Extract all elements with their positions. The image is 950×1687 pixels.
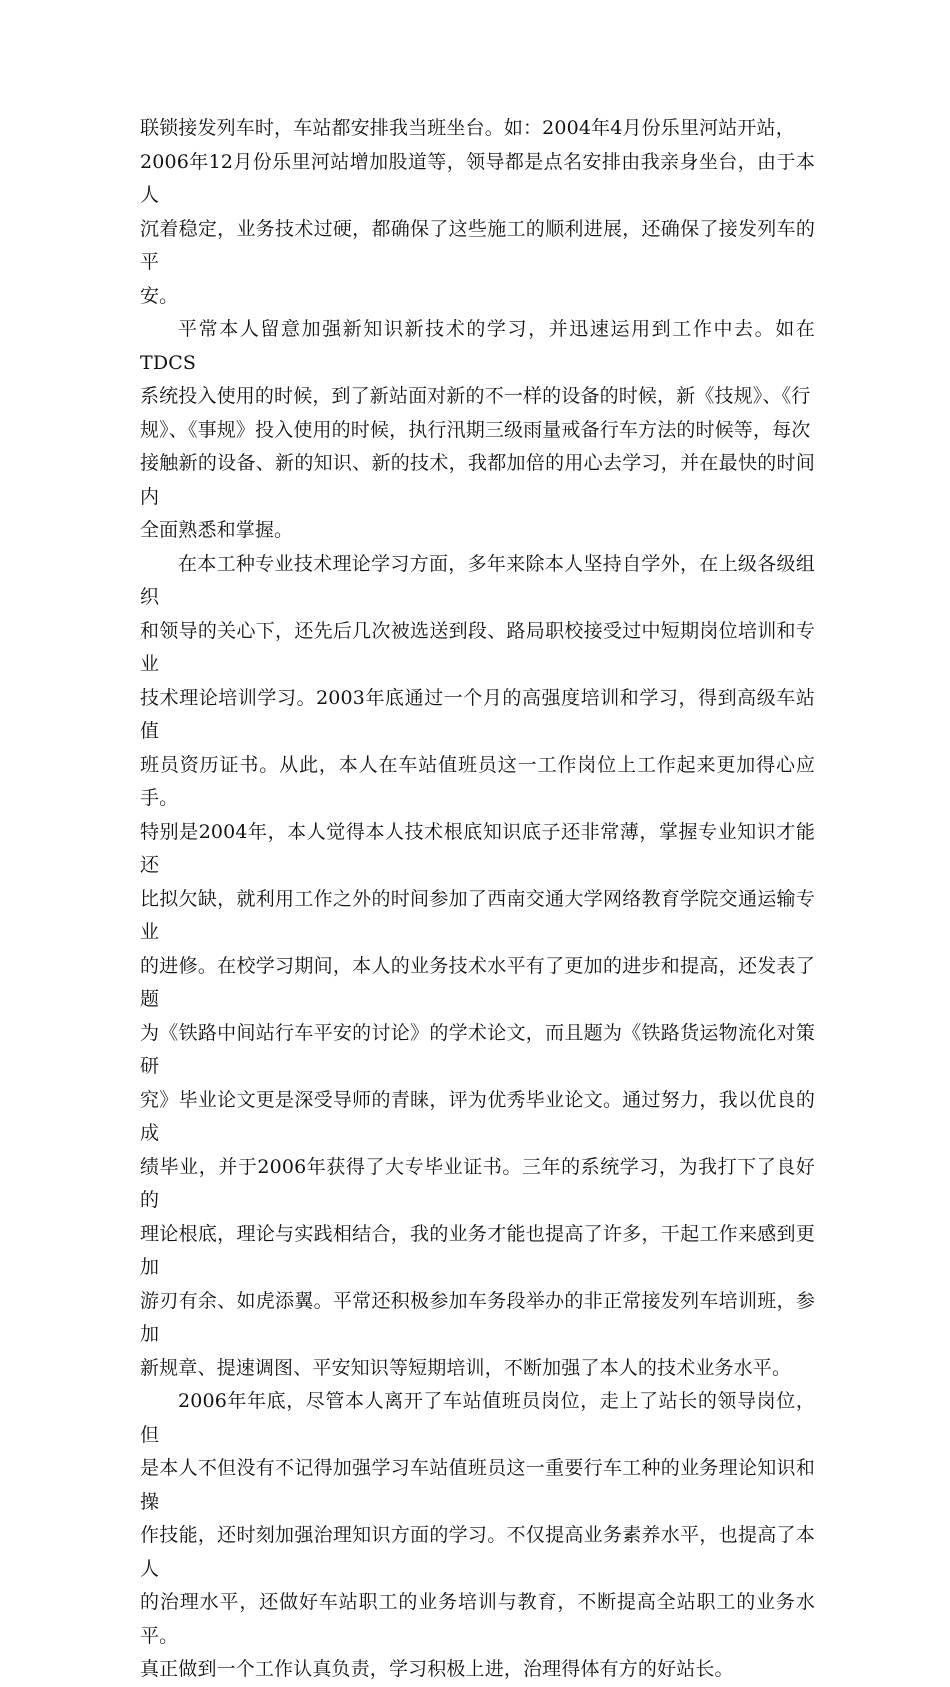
- document-body: [140, 112, 815, 1687]
- paragraph-1: 联锁接发列车时，车站都安排我当班坐台。如：2004年4月份乐里河站开站， 2006年12月份乐里河站增加股道等，领导都是点名安排由我亲身坐台，由于本人 沉着稳定，业务技术过硬，都确保了这些施工的顺利进展，还确保了接发列车的平 安。: [140, 117, 815, 307]
- paragraph-4: 2006年年底，尽管本人离开了车站值班员岗位，走上了站长的领导岗位，但 是本人不但没有不记得加强学习车站值班员这一重要行车工种的业务理论知识和操 作技能，还时刻加强治理知识方面的学习。不仅提高业务素养水平，也提高了本人 的治理水平，还做好车站职工的业务培训与教育，不断提高全站职工的业务水平。 真正做到一个工作认真负责，学习积极上进，治理得体有方的好站长。: [140, 1390, 815, 1680]
- paragraph-3: 在本工种专业技术理论学习方面，多年来除本人坚持自学外，在上级各级组织 和领导的关心下，还先后几次被选送到段、路局职校接受过中短期岗位培训和专业 技术理论培训学习。2003年底通过一个月的高强度培训和学习，得到高级车站值 班员资历证书。从此，本人在车站值班员这一工作岗位上工作起来更加得心应手。 特别是2004年，本人觉得本人技术根底知识底子还非常薄，掌握专业知识才能还 比拟欠缺，就利用工作之外的时间参加了西南交通大学网络教育学院交通运输专业 的进修。在校学习期间，本人的业务技术水平有了更加的进步和提高，还发表了题 为《铁路中间站行车平安的讨论》的学术论文，而且题为《铁路货运物流化对策研 究》毕业论文更是深受导师的青睐，评为优秀毕业论文。通过努力，我以优良的成 绩毕业，并于2006年获得了大专毕业证书。三年的系统学习，为我打下了良好的 理论根底，理论与实践相结合，我的业务才能也提高了许多，干起工作来感到更加 游刃有余、如虎添翼。平常还积极参加车务段举办的非正常接发列车培训班，参加 新规章、提速调图、平安知识等短期培训，不断加强了本人的技术业务水平。: [140, 552, 815, 1379]
- paragraph-2: 平常本人留意加强新知识新技术的学习，并迅速运用到工作中去。如在TDCS 系统投入使用的时候，到了新站面对新的不一样的设备的时候，新《技规》、《行 规》、《事规》投入使用的时候，执行汛期三级雨量戒备行车方法的时候等，每次 接触新的设备、新的知识、新的技术，我都加倍的用心去学习，并在最快的时间内 全面熟悉和掌握。: [140, 318, 815, 541]
